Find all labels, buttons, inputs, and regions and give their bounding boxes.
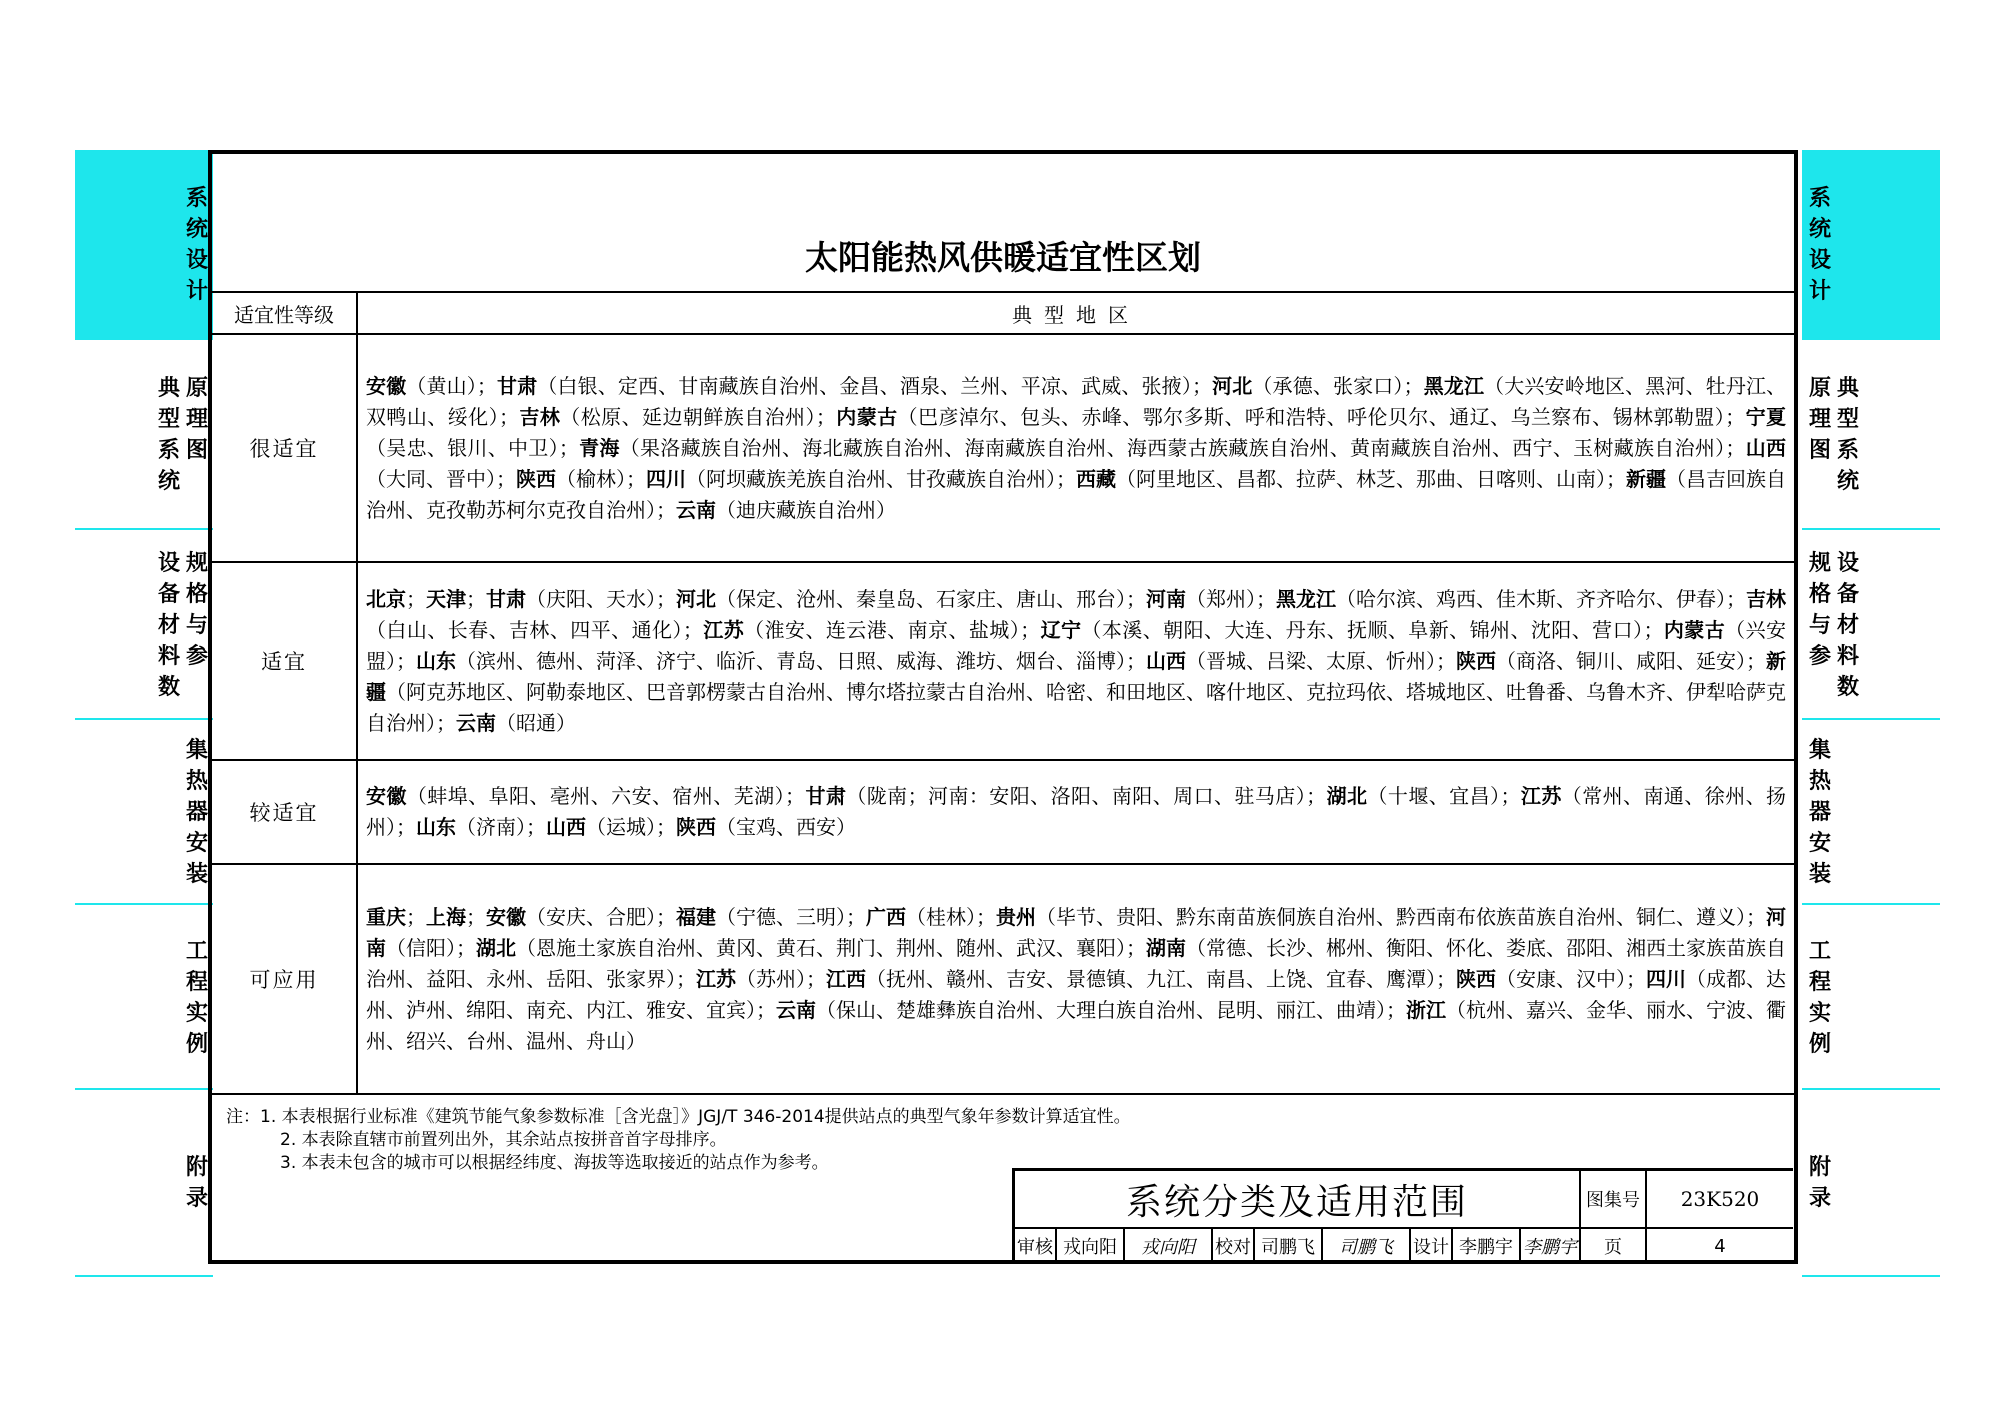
designer-name: 李鹏宇: [1453, 1229, 1521, 1263]
province-cities: （常州、南通、徐州、扬州）；: [366, 784, 1787, 839]
province-name: 四川: [646, 466, 686, 491]
province-name: 黑龙江: [1423, 373, 1485, 398]
designer-signature: 李鹏宇: [1521, 1229, 1581, 1263]
note-1: 注：1. 本表根据行业标准《建筑节能气象参数标准［含光盘］》JGJ/T 346-2014提供站点的典型气象年参数计算适宜性。: [226, 1107, 1131, 1127]
sidebar-tab-label: 集 热 器 安 装: [1808, 738, 1831, 887]
province-name: 河北: [676, 586, 716, 611]
signature-row: [1015, 1229, 1793, 1263]
drawing-title: 系统分类及适用范围: [1015, 1171, 1581, 1229]
sidebar-tab-label: 集 热 器 安 装: [185, 738, 208, 887]
sidebar-tab-label: 系 统 设 计: [1808, 186, 1831, 304]
province-name: 甘肃: [496, 373, 538, 398]
province-cities: （果洛藏族自治州、海北藏族自治州、海南藏族自治州、海西蒙古族藏族自治州、黄南藏族自治州、西宁、玉树藏族自治州）；: [619, 435, 1746, 460]
sidebar-tab-0[interactable]: [75, 150, 213, 340]
province-cities: ；: [406, 904, 426, 929]
province-cities: （商洛、铜川、咸阳、延安）；: [1496, 648, 1766, 673]
drawing-frame: [208, 150, 1798, 1264]
sidebar-divider: [1802, 1275, 1940, 1277]
table-row: [212, 864, 1794, 1094]
reviewer-signature: 戎向阳: [1125, 1229, 1213, 1263]
header-level: 适宜性等级: [212, 292, 357, 334]
sidebar-tab-label: 工 程 实 例: [1808, 938, 1831, 1057]
province-cities: （蚌埠、阜阳、亳州、六安、宿州、芜湖）；: [406, 784, 806, 808]
sidebar-tab-label: 原 理 图 典 型 系 统: [1808, 376, 1859, 494]
province-name: 云南: [456, 710, 496, 735]
province-cities: （阿坝藏族羌族自治州、甘孜藏族自治州）；: [686, 466, 1076, 491]
province-name: 青海: [578, 435, 620, 460]
province-name: 安徽: [486, 904, 526, 929]
design-label: 设计: [1411, 1229, 1453, 1263]
checker-signature: 司鹏飞: [1323, 1229, 1411, 1263]
table-row: [212, 334, 1794, 562]
province-cities: （兴安盟）；: [366, 617, 1787, 673]
province-cities: （本溪、朝阳、大连、丹东、抚顺、阜新、锦州、沈阳、营口）；: [1081, 617, 1664, 642]
province-cities: （宝鸡、西安）: [716, 815, 856, 839]
sidebar-tab-4[interactable]: [75, 905, 213, 1090]
province-name: 甘肃: [805, 784, 847, 808]
sidebar-divider: [75, 528, 213, 530]
province-cities: （宁德、三明）；: [716, 904, 866, 929]
province-name: 山东: [416, 648, 456, 673]
sidebar-tab-label: 规 格 与 参 设 备 材 料 数: [157, 550, 208, 700]
header-area: 典型地区: [357, 292, 1794, 334]
province-name: 上海: [426, 904, 466, 929]
row-level: 较适宜: [212, 760, 357, 864]
province-cities: （保山、楚雄彝族自治州、大理白族自治州、昆明、丽江、曲靖）；: [816, 997, 1406, 1022]
province-name: 北京: [366, 586, 406, 611]
reviewer-name: 戎向阳: [1057, 1229, 1125, 1263]
province-cities: （哈尔滨、鸡西、佳木斯、齐齐哈尔、伊春）；: [1336, 586, 1746, 611]
province-cities: （承德、张家口）；: [1252, 373, 1424, 398]
row-level: 适宜: [212, 562, 357, 760]
sidebar-tab-5[interactable]: [1802, 1090, 1940, 1275]
province-cities: （白山、长春、吉林、四平、通化）；: [366, 617, 703, 642]
province-name: 天津: [426, 586, 466, 611]
province-name: 贵州: [996, 904, 1036, 929]
province-cities: （榆林）；: [556, 466, 646, 491]
atlas-label: 图集号: [1581, 1171, 1647, 1229]
row-areas: [357, 760, 1794, 864]
sidebar-tab-label: 规 格 与 参 设 备 材 料 数: [1808, 550, 1859, 700]
province-cities: （信阳）；: [386, 935, 476, 960]
check-label: 校对: [1213, 1229, 1255, 1263]
province-name: 安徽: [366, 373, 407, 398]
province-cities: ；: [466, 586, 486, 611]
row-level: 可应用: [212, 864, 357, 1094]
table-row: [212, 562, 1794, 760]
province-cities: （迪庆藏族自治州）: [716, 497, 896, 522]
province-name: 河北: [1211, 373, 1253, 398]
province-cities: （晋城、吕梁、太原、忻州）；: [1186, 648, 1456, 673]
province-name: 山西: [546, 815, 586, 839]
province-name: 西藏: [1076, 466, 1116, 491]
table-header-row: [212, 292, 1794, 334]
province-name: 新疆: [366, 648, 1786, 704]
table-row: [212, 760, 1794, 864]
province-name: 吉林: [1746, 586, 1786, 611]
province-name: 江苏: [1520, 784, 1562, 808]
sidebar-tab-3[interactable]: [1802, 720, 1940, 905]
note-2: 2. 本表除直辖市前置列出外，其余站点按拼音首字母排序。: [280, 1130, 727, 1150]
province-cities: （常德、长沙、郴州、衡阳、怀化、娄底、邵阳、湘西土家族苗族自治州、益阳、永州、岳阳、张家界）；: [366, 935, 1786, 991]
province-cities: （杭州、嘉兴、金华、丽水、宁波、衢州、绍兴、台州、温州、舟山）: [366, 997, 1786, 1053]
sidebar-tab-label: 原 理 图 典 型 系 统: [157, 376, 208, 494]
province-cities: （陇南；河南：安阳、洛阳、南阳、周口、驻马店）；: [846, 784, 1327, 808]
province-name: 云南: [776, 997, 816, 1022]
page-label: 页: [1581, 1229, 1647, 1263]
province-cities: ；: [466, 904, 486, 929]
sidebar-divider: [1802, 528, 1940, 530]
province-name: 江苏: [696, 966, 736, 991]
province-cities: （阿克苏地区、阿勒泰地区、巴音郭楞蒙古自治州、博尔塔拉蒙古自治州、哈密、和田地区、喀什地区、克拉玛依、塔城地区、吐鲁番、乌鲁木齐、伊犁哈萨克自治州）；: [366, 679, 1786, 735]
sidebar-tab-3[interactable]: [75, 720, 213, 905]
province-name: 福建: [676, 904, 716, 929]
province-cities: （毕节、贵阳、黔东南苗族侗族自治州、黔西南布依族苗族自治州、铜仁、遵义）；: [1036, 904, 1766, 929]
province-cities: （抚州、赣州、吉安、景德镇、九江、南昌、上饶、宜春、鹰潭）；: [866, 966, 1456, 991]
province-cities: （安康、汉中）；: [1496, 966, 1646, 991]
province-name: 辽宁: [1040, 617, 1082, 642]
province-name: 河南: [1146, 586, 1186, 611]
sidebar-tab-4[interactable]: [1802, 905, 1940, 1090]
province-name: 浙江: [1406, 997, 1446, 1022]
province-name: 云南: [676, 497, 716, 522]
province-cities: （大兴安岭地区、黑河、牡丹江、双鸭山、绥化）；: [366, 373, 1787, 429]
province-name: 内蒙古: [1663, 617, 1726, 642]
province-name: 山西: [1146, 648, 1186, 673]
sidebar-tab-0[interactable]: [1802, 150, 1940, 340]
row-areas: [357, 562, 1794, 760]
row-areas: [357, 334, 1794, 562]
checker-name: 司鹏飞: [1255, 1229, 1323, 1263]
province-cities: （黄山）；: [406, 373, 497, 398]
sidebar-divider: [1802, 903, 1940, 905]
suitability-table: [212, 291, 1794, 1095]
province-name: 黑龙江: [1276, 586, 1336, 611]
province-name: 湖南: [1146, 935, 1186, 960]
province-name: 陕西: [1456, 966, 1496, 991]
row-level: 很适宜: [212, 334, 357, 562]
province-name: 陕西: [1456, 648, 1496, 673]
province-cities: （成都、达州、泸州、绵阳、南充、内江、雅安、宜宾）；: [366, 966, 1786, 1022]
sidebar-divider: [75, 1275, 213, 1277]
sidebar-tab-label: 附 录: [185, 1154, 208, 1211]
province-cities: （庆阳、天水）；: [526, 586, 676, 611]
province-cities: （白银、定西、甘南藏族自治州、金昌、酒泉、兰州、平凉、武威、张掖）；: [537, 373, 1212, 398]
province-name: 新疆: [1626, 466, 1666, 491]
province-cities: （郑州）；: [1186, 586, 1276, 611]
province-cities: （阿里地区、昌都、拉萨、林芝、那曲、日喀则、山南）；: [1116, 466, 1626, 491]
province-name: 山东: [416, 815, 456, 839]
province-name: 河南: [366, 904, 1786, 960]
province-cities: ；: [406, 586, 426, 611]
province-name: 宁夏: [1745, 404, 1787, 429]
province-name: 广西: [866, 904, 906, 929]
sidebar-tab-label: 系 统 设 计: [185, 186, 208, 304]
province-name: 陕西: [516, 466, 556, 491]
sidebar-tab-2[interactable]: [75, 530, 213, 720]
province-name: 安徽: [366, 784, 407, 808]
province-cities: （滨州、德州、菏泽、济宁、临沂、青岛、日照、威海、潍坊、烟台、淄博）；: [456, 648, 1146, 673]
province-name: 四川: [1646, 966, 1686, 991]
province-name: 内蒙古: [835, 404, 898, 429]
province-cities: （巴彦淖尔、包头、赤峰、鄂尔多斯、呼和浩特、呼伦贝尔、通辽、乌兰察布、锡林郭勒盟）；: [897, 404, 1746, 429]
atlas-number: 23K520: [1647, 1171, 1793, 1229]
province-cities: （保定、沧州、秦皇岛、石家庄、唐山、邢台）；: [716, 586, 1146, 611]
province-name: 湖北: [1326, 784, 1368, 808]
province-cities: （十堰、宜昌）；: [1367, 784, 1521, 808]
province-name: 江苏: [702, 617, 745, 642]
province-cities: （苏州）；: [736, 966, 826, 991]
province-cities: （淮安、连云港、南京、盐城）；: [744, 617, 1041, 642]
sidebar-divider: [1802, 718, 1940, 720]
page-number: 4: [1714, 1235, 1726, 1257]
province-cities: （安庆、合肥）；: [526, 904, 676, 929]
sidebar-divider: [75, 1088, 213, 1090]
title-block: [1012, 1168, 1793, 1263]
sidebar-tab-label: 工 程 实 例: [185, 938, 208, 1057]
sidebar-divider: [1802, 1088, 1940, 1090]
notes: [226, 1106, 1131, 1175]
sidebar-tab-2[interactable]: [1802, 530, 1940, 720]
sidebar-tab-1[interactable]: [75, 340, 213, 530]
province-name: 陕西: [676, 815, 716, 839]
sidebar-divider: [75, 718, 213, 720]
province-name: 甘肃: [486, 586, 526, 611]
sidebar-tab-1[interactable]: [1802, 340, 1940, 530]
province-cities: （昭通）: [496, 710, 576, 735]
province-name: 吉林: [519, 404, 561, 429]
province-name: 山西: [1745, 435, 1787, 460]
review-label: 审核: [1015, 1229, 1057, 1263]
row-areas: [357, 864, 1794, 1094]
province-cities: （吴忠、银川、中卫）；: [366, 435, 579, 460]
sidebar-tab-label: 附 录: [1808, 1154, 1831, 1211]
province-cities: （济南）；: [456, 815, 546, 839]
note-3: 3. 本表未包含的城市可以根据经纬度、海拔等选取接近的站点作为参考。: [280, 1153, 829, 1173]
province-cities: （昌吉回族自治州、克孜勒苏柯尔克孜自治州）；: [366, 466, 1786, 522]
sidebar-tab-5[interactable]: [75, 1090, 213, 1275]
province-cities: （运城）；: [586, 815, 676, 839]
province-cities: （恩施土家族自治州、黄冈、黄石、荆门、荆州、随州、武汉、襄阳）；: [516, 935, 1146, 960]
province-name: 江西: [826, 966, 866, 991]
sidebar-divider: [75, 903, 213, 905]
page-title: 太阳能热风供暖适宜性区划: [805, 238, 1201, 277]
province-cities: （大同、晋中）；: [366, 466, 516, 491]
province-name: 重庆: [366, 904, 406, 929]
province-cities: （松原、延边朝鲜族自治州）；: [560, 404, 836, 429]
province-cities: （桂林）；: [906, 904, 996, 929]
province-name: 湖北: [476, 935, 516, 960]
